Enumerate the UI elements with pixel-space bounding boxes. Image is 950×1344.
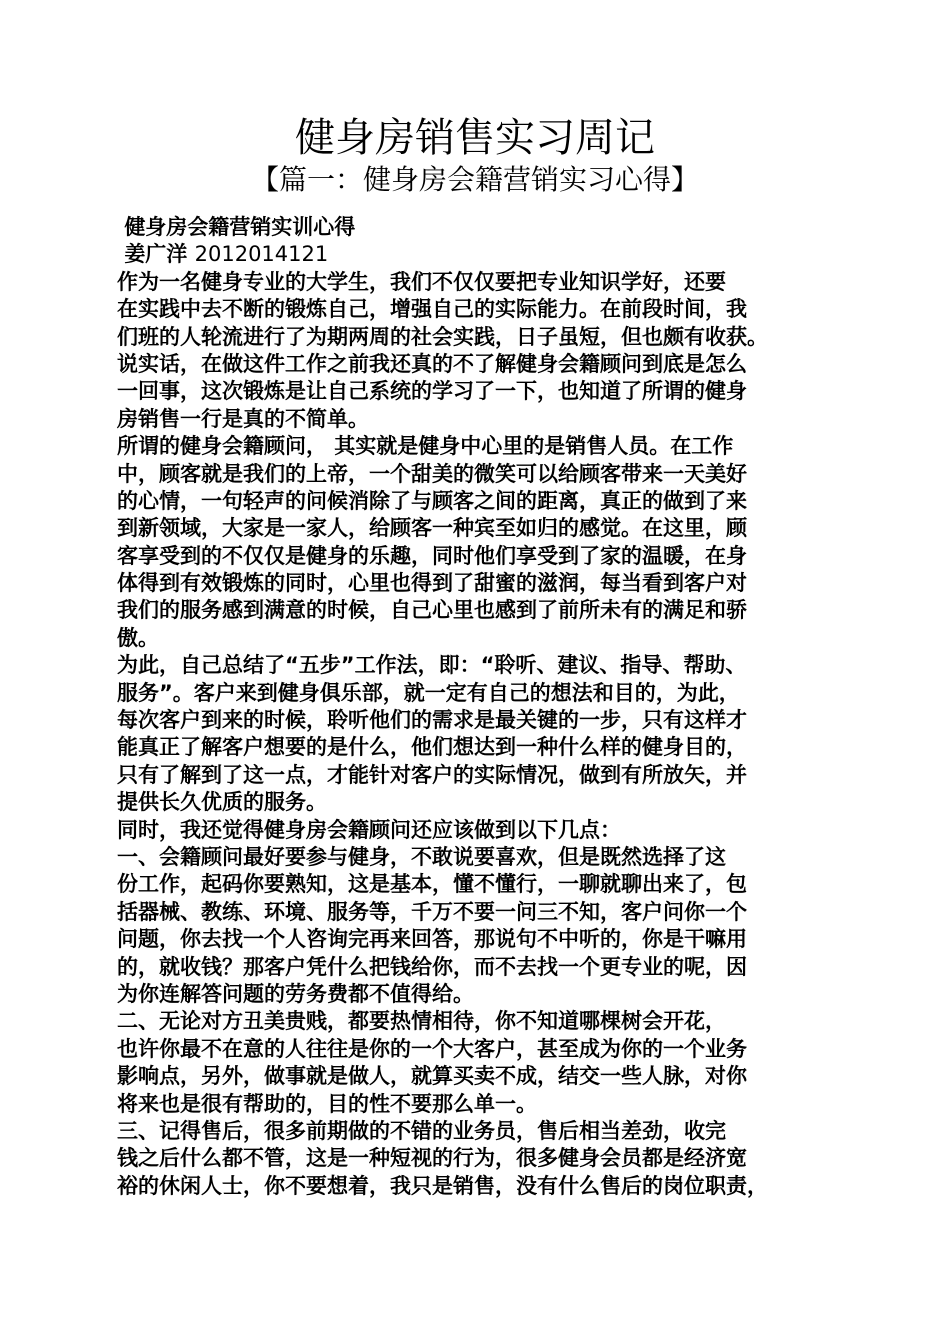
- text-line: 钱之后什么都不管，这是一种短视的行为，很多健身会员都是经济宽: [117, 1146, 747, 1171]
- text-line: 我们的服务感到满意的时候，自己心里也感到了前所未有的满足和骄: [117, 598, 747, 623]
- heading-text: 健身房会籍营销实训心得: [124, 215, 356, 239]
- text-line: 傲。: [117, 625, 159, 650]
- text-line: 体得到有效锻炼的同时，心里也得到了甜蜜的滋润，每当看到客户对: [117, 571, 747, 596]
- text-line: 问题，你去找一个人咨询完再来回答，那说句不中听的，你是干嘛用: [117, 927, 747, 952]
- text-line: 的心情，一句轻声的问候消除了与顾客之间的距离，真正的做到了来: [117, 488, 747, 513]
- text-line: 提供长久优质的服务。: [117, 790, 327, 815]
- text-line: 影响点，另外，做事就是做人，就算买卖不成，结交一些人脉，对你: [117, 1064, 747, 1089]
- text-line: 服务”。客户来到健身俱乐部，就一定有自己的想法和目的，为此，: [117, 680, 740, 705]
- text-line: 房销售一行是真的不简单。: [117, 406, 369, 431]
- author-line: [117, 241, 837, 268]
- text-line: 作为一名健身专业的大学生，我们不仅仅要把专业知识学好，还要: [117, 269, 726, 294]
- text-line: 裕的休闲人士，你不要想着，我只是销售，没有什么售后的岗位职责，: [117, 1173, 768, 1198]
- text-line: 为你连解答问题的劳务费都不值得给。: [117, 981, 474, 1006]
- text-line: 客享受到的不仅仅是健身的乐趣，同时他们享受到了家的温暖，在身: [117, 543, 747, 568]
- text-line: 也许你最不在意的人往往是你的一个大客户，甚至成为你的一个业务: [117, 1036, 747, 1061]
- text-line: 一回事，这次锻炼是让自己系统的学习了一下，也知道了所谓的健身: [117, 379, 747, 404]
- text-line: 一、会籍顾问最好要参与健身，不敢说要喜欢，但是既然选择了这: [117, 844, 726, 869]
- text-line: 三、记得售后，很多前期做的不错的业务员，售后相当差劲，收完: [117, 1118, 726, 1143]
- text-line: 能真正了解客户想要的是什么，他们想达到一种什么样的健身目的，: [117, 735, 747, 760]
- document-title: 健身房销售实习周记: [295, 115, 655, 161]
- paragraph-lines: [117, 269, 837, 1200]
- text-line: 每次客户到来的时候，聆听他们的需求是最关键的一步，只有这样才: [117, 708, 747, 733]
- text-line: 括器械、教练、环境、服务等，千万不要一问三不知，客户问你一个: [117, 899, 747, 924]
- author-name: 姜广洋: [124, 242, 188, 267]
- text-line: 二、无论对方丑美贵贱，都要热情相待，你不知道哪棵树会开花，: [117, 1009, 726, 1034]
- text-line: 同时，我还觉得健身房会籍顾问还应该做到以下几点：: [117, 817, 621, 842]
- section-heading: [117, 214, 837, 241]
- text-line: 的，就收钱？那客户凭什么把钱给你，而不去找一个更专业的呢，因: [117, 954, 747, 979]
- text-line: 份工作，起码你要熟知，这是基本，懂不懂行，一聊就聊出来了，包: [117, 872, 747, 897]
- text-line: 只有了解到了这一点，才能针对客户的实际情况，做到有所放矢，并: [117, 762, 747, 787]
- document-body: [117, 214, 837, 1200]
- author-id: 2012014121: [194, 242, 329, 267]
- text-line: 在实践中去不断的锻炼自己，增强自己的实际能力。在前段时间，我: [117, 297, 747, 322]
- text-line: 所谓的健身会籍顾问， 其实就是健身中心里的是销售人员。在工作: [117, 434, 734, 459]
- text-line: 说实话，在做这件工作之前我还真的不了解健身会籍顾问到底是怎么: [117, 351, 747, 376]
- document-subtitle: 【篇一：健身房会籍营销实习心得】: [250, 163, 699, 196]
- text-line: 为此，自己总结了“五步”工作法，即：“聆听、建议、指导、帮助、: [117, 653, 747, 678]
- text-line: 中，顾客就是我们的上帝，一个甜美的微笑可以给顾客带来一天美好: [117, 461, 747, 486]
- text-line: 到新领域，大家是一家人，给顾客一种宾至如归的感觉。在这里，顾: [117, 516, 747, 541]
- text-line: 将来也是很有帮助的，目的性不要那么单一。: [117, 1091, 537, 1116]
- text-line: 们班的人轮流进行了为期两周的社会实践，日子虽短，但也颇有收获。: [117, 324, 768, 349]
